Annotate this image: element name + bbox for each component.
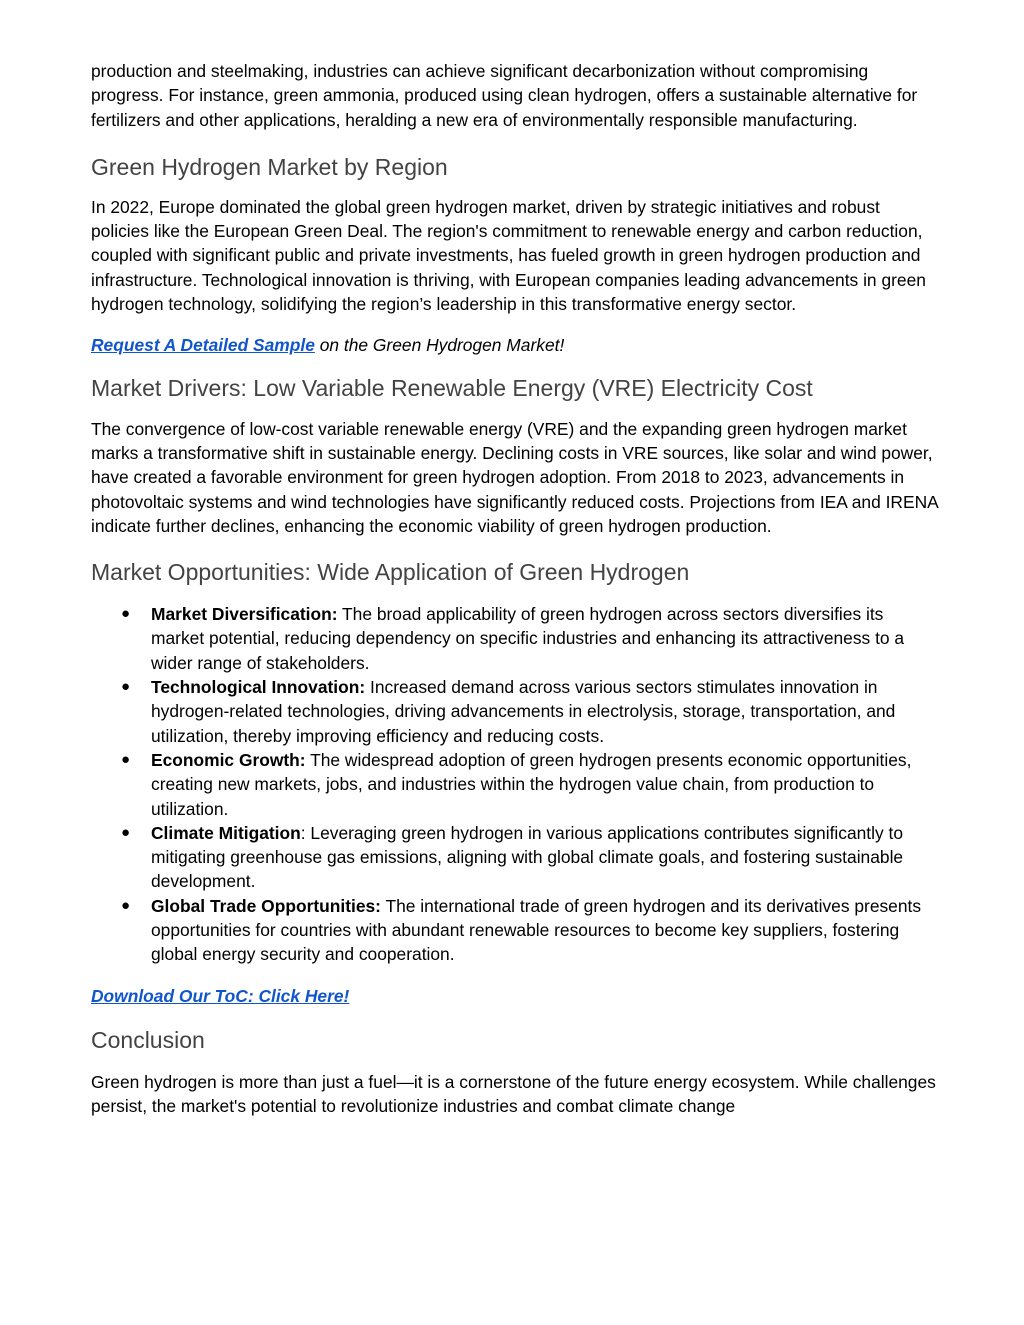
list-item-label: Technological Innovation: (151, 677, 366, 698)
list-item (91, 748, 941, 821)
conclusion-paragraph: Green hydrogen is more than just a fuel—it is a cornerstone of the future energy ecosystem. While challenges persist, the market's potential to revolutionize industries and combat climate change (91, 1071, 936, 1117)
bullet-icon: ● (121, 823, 131, 841)
region-heading: Green Hydrogen Market by Region (91, 153, 448, 180)
list-item-text: : Leveraging green hydrogen in various applications contributes significantly to mitigating greenhouse gas emissions, aligning with global climate goals, and fostering sustainable development. (151, 822, 904, 892)
list-item-text: Increased demand across various sectors stimulates innovation in hydrogen-related technologies, driving advancements in electrolysis, storage, transportation, and utilization, thereby improving efficiency and reducing costs. (151, 677, 896, 746)
list-item-text: The broad applicability of green hydrogen across sectors diversifies its market potential, reducing dependency on specific industries and enhancing its attractiveness to a wider range of stakeholders. (151, 604, 905, 673)
sample-cta (91, 333, 941, 357)
bullet-icon: ● (121, 750, 131, 768)
bullet-icon: ● (121, 896, 131, 914)
intro-paragraph: production and steelmaking, industries can achieve significant decarbonization without compromising progress. For instance, green ammonia, produced using clean hydrogen, offers a sustainable alternative for fertilizers and other applications, heralding a new era of environmentally responsible manufacturing. (91, 61, 918, 130)
download-toc-link[interactable]: Download Our ToC: Click Here! (91, 985, 350, 1006)
toc-cta (91, 984, 941, 1008)
request-sample-link[interactable]: Request A Detailed Sample (91, 335, 315, 356)
drivers-paragraph: The convergence of low-cost variable renewable energy (VRE) and the expanding green hydrogen market marks a transformative shift in sustainable energy. Declining costs in VRE sources, like solar and wind power, have created a favorable environment for green hydrogen adoption. From 2018 to 2023, advancements in photovoltaic systems and wind technologies have significantly reduced costs. Projections from IEA and IRENA indicate further declines, enhancing the economic viability of green hydrogen production. (91, 418, 938, 536)
sample-cta-suffix: on the Green Hydrogen Market! (314, 335, 565, 356)
list-item-text: The widespread adoption of green hydrogen presents economic opportunities, creating new markets, jobs, and industries within the hydrogen value chain, from production to utilization. (151, 749, 912, 819)
list-item (91, 675, 941, 748)
drivers-heading: Market Drivers: Low Variable Renewable Energy (VRE) Electricity Cost (91, 374, 813, 401)
list-item (91, 821, 941, 894)
bullet-icon: ● (121, 678, 131, 696)
list-item (91, 602, 941, 675)
list-item (91, 894, 941, 967)
document-page (91, 59, 941, 1119)
list-item-text: The international trade of green hydrogen and its derivatives presents opportunities for countries with abundant renewable resources to become key suppliers, fostering global energy security and cooperation. (151, 895, 922, 965)
list-item-label: Climate Mitigation (151, 822, 301, 843)
opportunities-list (91, 602, 941, 966)
region-paragraph: In 2022, Europe dominated the global green hydrogen market, driven by strategic initiatives and robust policies like the European Green Deal. The region's commitment to renewable energy and carbon reduction, coupled with significant public and private investments, has fueled growth in green hydrogen production and infrastructure. Technological innovation is thriving, with European companies leading advancements in green hydrogen technology, solidifying the region’s leadership in this transformative energy sector. (91, 196, 926, 315)
list-item-label: Market Diversification: (151, 604, 338, 625)
bullet-icon: ● (121, 605, 131, 623)
conclusion-heading: Conclusion (91, 1026, 205, 1053)
opportunities-heading: Market Opportunities: Wide Application of Green Hydrogen (91, 559, 690, 586)
list-item-label: Economic Growth: (151, 749, 306, 770)
list-item-label: Global Trade Opportunities: (151, 895, 381, 916)
